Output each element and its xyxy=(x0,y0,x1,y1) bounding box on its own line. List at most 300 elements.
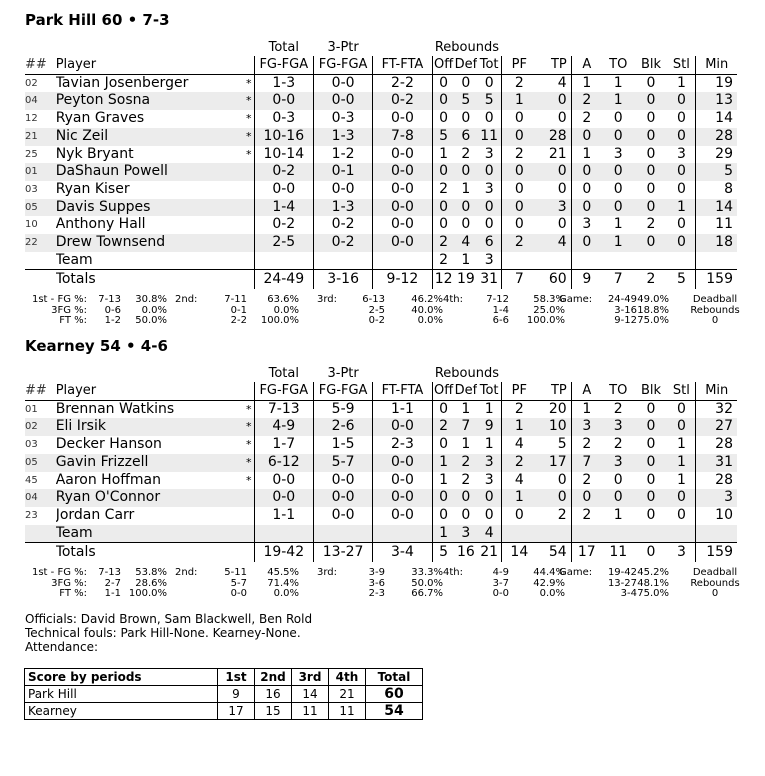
stat-pf: 2 xyxy=(502,146,537,164)
stat-min: 18 xyxy=(696,234,737,252)
blank-cell xyxy=(244,543,254,563)
header-stl: Stl xyxy=(667,382,696,400)
stat-pf: 0 xyxy=(502,199,537,217)
stat-pf: 0 xyxy=(502,181,537,199)
header-3pt: FG-FGA xyxy=(313,56,372,74)
stat-tot: 3 xyxy=(484,251,494,268)
stat-off: 0 xyxy=(432,163,455,181)
total-tp3: 13-27 xyxy=(313,543,372,563)
player-name: Team xyxy=(56,525,244,543)
header-fg: FG-FGA xyxy=(254,382,313,400)
stat-blk: 0 xyxy=(646,506,656,523)
stat-tp3: 0-0 xyxy=(313,92,372,110)
score-period: 17 xyxy=(218,703,255,720)
stat-tp: 0 xyxy=(557,180,567,197)
starter-mark xyxy=(244,216,254,234)
score-header-1st: 1st xyxy=(218,669,255,686)
stat-pf xyxy=(502,252,537,270)
stat-tp3: 0-0 xyxy=(313,472,372,490)
stat-stl: 3 xyxy=(676,145,686,162)
stat-ft xyxy=(373,525,432,543)
stat-ft: 0-0 xyxy=(373,181,432,199)
stat-ft: 0-0 xyxy=(373,199,432,217)
score-total: 60 xyxy=(366,686,423,703)
total-def: 16 xyxy=(455,543,478,563)
group-header-row xyxy=(25,366,737,382)
header-pf: PF xyxy=(502,56,537,74)
blank-cell xyxy=(244,382,254,400)
stat-pf: 2 xyxy=(502,454,537,472)
starter-mark xyxy=(244,199,254,217)
stat-a: 2 xyxy=(571,92,602,110)
stat-tot: 0 xyxy=(477,163,502,181)
stat-to: 0 xyxy=(613,471,623,488)
blank-cell xyxy=(635,366,668,382)
player-name: Team xyxy=(55,251,93,268)
starter-mark: * xyxy=(246,402,252,416)
stat-min: 5 xyxy=(696,163,737,181)
stat-tot: 1 xyxy=(484,400,494,417)
starter-mark: * xyxy=(244,92,254,110)
stat-a: 0 xyxy=(571,489,602,507)
stat-pf: 2 xyxy=(502,74,537,92)
score-header-label: Score by periods xyxy=(25,669,218,686)
stat-tp: 4 xyxy=(536,234,571,252)
player-name: Davis Suppes xyxy=(56,199,244,217)
pct-2nd-pct: 45.5% 71.4% 0.0% xyxy=(267,567,299,600)
stat-fg: 0-0 xyxy=(254,181,313,199)
group-total-label: Total xyxy=(268,40,299,55)
stat-off: 0 xyxy=(432,74,455,92)
player-name: Tavian Josenberger xyxy=(55,74,189,91)
stat-blk: 0 xyxy=(635,234,668,252)
stat-pf: 0 xyxy=(502,507,537,525)
stat-def: 5 xyxy=(455,92,478,110)
stat-tp: 3 xyxy=(536,199,571,217)
blank-cell xyxy=(536,40,571,56)
officials-text: Officials: David Brown, Sam Blackwell, Ben Rold xyxy=(25,612,313,626)
box-score-table xyxy=(25,40,737,289)
header-a: A xyxy=(571,382,602,400)
score-period: 21 xyxy=(329,686,366,703)
player-number: 22 xyxy=(25,234,56,252)
stat-min: 29 xyxy=(696,146,737,164)
header-to: TO xyxy=(602,382,635,400)
stat-tp xyxy=(536,252,571,270)
pct-1st-pct: 53.8% 28.6% 100.0% xyxy=(128,567,167,600)
stat-def: 2 xyxy=(461,471,471,488)
group-rebounds-label: Rebounds xyxy=(434,40,499,55)
stat-off: 2 xyxy=(432,418,455,436)
blank-cell xyxy=(25,366,56,382)
stat-min: 28 xyxy=(696,472,737,490)
total-tp: 54 xyxy=(536,543,571,563)
player-number: 01 xyxy=(25,403,38,415)
pct-4th-pct: 58.3% 25.0% 100.0% xyxy=(526,294,565,327)
pct-labels: 1st - FG %: 3FG %: FT %: xyxy=(31,294,87,327)
player-row xyxy=(25,507,737,525)
pct-1st-made: 7-13 0-6 1-2 xyxy=(98,294,121,327)
stat-off: 0 xyxy=(432,216,455,234)
stat-def: 0 xyxy=(461,74,471,91)
stat-to: 0 xyxy=(602,489,635,507)
stat-fg: 10-14 xyxy=(254,146,313,164)
stat-fg: 1-4 xyxy=(254,199,313,217)
total-blk: 0 xyxy=(635,543,668,563)
total-min: 159 xyxy=(696,270,737,290)
stat-pf: 0 xyxy=(502,163,537,181)
player-row xyxy=(25,163,737,181)
stat-a: 2 xyxy=(571,507,602,525)
starter-mark xyxy=(244,252,254,270)
total-a: 9 xyxy=(571,270,602,290)
stat-a: 1 xyxy=(571,400,602,418)
player-row xyxy=(25,252,737,270)
totals-row xyxy=(25,543,737,563)
stat-off: 0 xyxy=(432,489,455,507)
player-name: Decker Hanson xyxy=(55,436,162,453)
pct-4th-made: 4-9 3-7 0-0 xyxy=(492,567,509,600)
stat-tot: 0 xyxy=(477,199,502,217)
stat-ft: 7-8 xyxy=(373,128,432,146)
stat-a: 1 xyxy=(571,146,602,164)
game-info xyxy=(25,612,312,654)
stat-min: 14 xyxy=(696,199,737,217)
stat-a: 1 xyxy=(571,74,602,92)
header-off: Off xyxy=(432,56,455,74)
player-number xyxy=(25,252,56,270)
stat-tot: 3 xyxy=(477,454,502,472)
stat-tp3: 5-7 xyxy=(313,454,372,472)
stat-ft: 2-2 xyxy=(373,74,432,92)
player-number: 04 xyxy=(25,489,56,507)
stat-fg xyxy=(254,525,313,543)
total-tot: 21 xyxy=(477,543,502,563)
stat-fg: 0-0 xyxy=(254,489,313,507)
player-row xyxy=(25,472,737,490)
header-number: ## xyxy=(25,56,56,74)
totals-row xyxy=(25,270,737,290)
pct-2nd-label: 2nd: xyxy=(175,567,198,579)
team-title: Kearney 54 • 4-6 xyxy=(25,337,168,355)
stat-tp: 10 xyxy=(536,418,571,436)
stat-off: 2 xyxy=(432,181,455,199)
blank-cell xyxy=(244,40,254,56)
stat-ft xyxy=(373,252,432,270)
player-number: 10 xyxy=(25,219,38,231)
stat-a xyxy=(571,252,602,270)
stat-off: 5 xyxy=(432,128,455,146)
stat-blk: 0 xyxy=(635,128,668,146)
player-name: Nyk Bryant xyxy=(55,145,134,162)
score-team: Kearney xyxy=(25,703,218,720)
total-a: 17 xyxy=(571,543,602,563)
stat-off: 0 xyxy=(432,436,455,454)
player-row xyxy=(25,146,737,164)
stat-to: 1 xyxy=(613,216,623,233)
stat-to: 3 xyxy=(602,418,635,436)
player-name: Peyton Sosna xyxy=(56,92,244,110)
player-number: 05 xyxy=(25,454,56,472)
stat-tot: 0 xyxy=(477,489,502,507)
stat-tot: 9 xyxy=(477,418,502,436)
stat-to: 3 xyxy=(602,454,635,472)
player-name: Gavin Frizzell xyxy=(56,454,244,472)
header-to: TO xyxy=(602,56,635,74)
starter-mark xyxy=(244,181,254,199)
stat-stl: 0 xyxy=(667,489,696,507)
total-fg: 19-42 xyxy=(254,543,313,563)
stat-pf: 2 xyxy=(502,234,537,252)
stat-pf: 0 xyxy=(502,110,537,128)
technicals-text: Technical fouls: Park Hill-None. Kearney-None. xyxy=(25,626,301,640)
total-pf: 14 xyxy=(502,543,537,563)
stat-def: 0 xyxy=(461,110,471,127)
total-def: 19 xyxy=(455,270,478,290)
pct-game-label: Game: xyxy=(559,294,593,306)
total-off: 12 xyxy=(432,270,455,290)
pct-3rd-pct: 46.2% 40.0% 0.0% xyxy=(411,294,443,327)
stat-min: 10 xyxy=(696,507,737,525)
blank-cell xyxy=(667,40,696,56)
stat-ft: 0-0 xyxy=(373,418,432,436)
stat-tot: 0 xyxy=(484,506,494,523)
pct-1st-made: 7-13 2-7 1-1 xyxy=(98,567,121,600)
player-number: 01 xyxy=(25,163,56,181)
pct-game-label: Game: xyxy=(559,567,593,579)
group-rebounds-label: Rebounds xyxy=(434,366,499,381)
stat-min xyxy=(696,252,737,270)
pct-game-made: 19-42 13-27 3-4 xyxy=(607,567,637,600)
stat-tot: 0 xyxy=(484,110,494,127)
deadball-rebounds: Deadball Rebounds 0 xyxy=(690,567,740,600)
stat-tot: 3 xyxy=(484,471,494,488)
stat-tp3: 0-3 xyxy=(313,110,372,128)
stat-to: 0 xyxy=(613,110,623,127)
blank-cell xyxy=(25,270,56,290)
blank-cell xyxy=(696,366,737,382)
stat-ft: 1-1 xyxy=(373,400,432,418)
total-stl: 5 xyxy=(667,270,696,290)
stat-fg: 2-5 xyxy=(254,234,313,252)
stat-tp3: 0-1 xyxy=(313,163,372,181)
stat-min: 19 xyxy=(696,74,737,92)
stat-tp3: 1-2 xyxy=(313,146,372,164)
stat-tp3: 1-3 xyxy=(313,128,372,146)
stat-ft: 0-0 xyxy=(373,163,432,181)
stat-to: 0 xyxy=(602,163,635,181)
total-pf: 7 xyxy=(502,270,537,290)
player-row xyxy=(25,234,737,252)
blank-cell xyxy=(373,366,432,382)
stat-to: 3 xyxy=(613,145,623,162)
stat-blk: 0 xyxy=(646,74,656,91)
score-team: Park Hill xyxy=(25,686,218,703)
stat-tot: 3 xyxy=(484,145,494,162)
stat-off: 1 xyxy=(432,454,455,472)
stat-tp3: 0-0 xyxy=(313,489,372,507)
stat-off: 0 xyxy=(432,199,455,217)
stat-fg xyxy=(254,252,313,270)
stat-ft: 0-0 xyxy=(373,507,432,525)
starter-mark xyxy=(244,163,254,181)
player-name: Nic Zeil xyxy=(56,128,244,146)
stat-off: 0 xyxy=(432,110,455,128)
player-name: Eli Irsik xyxy=(56,418,244,436)
stat-min: 11 xyxy=(696,216,737,234)
starter-mark: * xyxy=(244,128,254,146)
score-total: 54 xyxy=(366,703,423,720)
player-number xyxy=(25,525,56,543)
stat-off: 0 xyxy=(432,400,455,418)
stat-pf: 0 xyxy=(502,128,537,146)
stat-tp3: 1-5 xyxy=(313,436,372,454)
player-name: Anthony Hall xyxy=(55,216,146,233)
blank-cell xyxy=(56,366,244,382)
player-number: 23 xyxy=(25,509,38,521)
header-player: Player xyxy=(56,382,244,400)
stat-ft: 0-0 xyxy=(373,216,432,234)
stat-fg: 4-9 xyxy=(254,418,313,436)
blank-cell xyxy=(502,40,537,56)
stat-pf: 1 xyxy=(502,418,537,436)
blank-cell xyxy=(635,40,668,56)
stat-pf: 0 xyxy=(502,216,537,234)
column-header-row xyxy=(25,382,737,400)
stat-min: 28 xyxy=(696,436,737,454)
score-header-4th: 4th xyxy=(329,669,366,686)
stat-to: 0 xyxy=(613,180,623,197)
stat-def: 1 xyxy=(461,436,471,453)
player-number: 25 xyxy=(25,148,38,160)
stat-to: 2 xyxy=(613,436,623,453)
stat-off: 1 xyxy=(432,146,455,164)
stat-stl: 1 xyxy=(667,199,696,217)
header-stl: Stl xyxy=(667,56,696,74)
stat-off: 2 xyxy=(432,252,455,270)
player-name: Ryan Graves xyxy=(55,110,145,127)
stat-fg: 0-2 xyxy=(254,216,313,234)
player-name: DaShaun Powell xyxy=(56,163,244,181)
stat-stl: 0 xyxy=(676,216,686,233)
stat-pf: 4 xyxy=(502,472,537,490)
stat-min: 14 xyxy=(696,110,737,128)
stat-stl: 1 xyxy=(667,454,696,472)
header-number: ## xyxy=(25,382,56,400)
stat-tot: 5 xyxy=(477,92,502,110)
stat-def: 0 xyxy=(461,216,471,233)
stat-a: 0 xyxy=(571,199,602,217)
total-to: 11 xyxy=(602,543,635,563)
pct-4th-pct: 44.4% 42.9% 0.0% xyxy=(533,567,565,600)
stat-fg: 0-0 xyxy=(254,472,313,490)
header-ft: FT-FTA xyxy=(373,56,432,74)
stat-blk: 0 xyxy=(646,400,656,417)
pct-game-pct: 49.0% 18.8% 75.0% xyxy=(637,294,669,327)
blank-cell xyxy=(696,40,737,56)
stat-to: 1 xyxy=(613,506,623,523)
starter-mark: * xyxy=(246,147,252,161)
stat-blk: 0 xyxy=(646,471,656,488)
pct-3rd-made: 3-9 3-6 2-3 xyxy=(368,567,385,600)
stat-min: 3 xyxy=(696,489,737,507)
stat-tp3: 1-3 xyxy=(313,199,372,217)
stat-a: 2 xyxy=(571,110,602,128)
stat-min: 8 xyxy=(696,181,737,199)
score-row-kearney xyxy=(25,703,423,720)
stat-def: 2 xyxy=(461,145,471,162)
header-min: Min xyxy=(696,56,737,74)
stat-tot: 3 xyxy=(484,180,494,197)
stat-tp: 20 xyxy=(548,400,567,417)
score-by-periods-table xyxy=(24,668,423,720)
stat-stl: 1 xyxy=(676,436,686,453)
stat-stl: 1 xyxy=(676,471,686,488)
stat-off: 0 xyxy=(432,92,455,110)
stat-stl: 0 xyxy=(667,234,696,252)
player-row xyxy=(25,128,737,146)
stat-blk: 0 xyxy=(635,199,668,217)
pct-1st-pct: 30.8% 0.0% 50.0% xyxy=(135,294,167,327)
stat-tot: 0 xyxy=(484,216,494,233)
stat-min: 32 xyxy=(696,400,737,418)
pct-2nd-made: 5-11 5-7 0-0 xyxy=(224,567,247,600)
deadball-rebounds: Deadball Rebounds 0 xyxy=(690,294,740,327)
stat-a: 0 xyxy=(571,234,602,252)
header-3pt: FG-FGA xyxy=(313,382,372,400)
stat-def: 4 xyxy=(455,234,478,252)
total-ft: 9-12 xyxy=(373,270,432,290)
stat-def: 1 xyxy=(461,400,471,417)
player-number: 05 xyxy=(25,199,56,217)
stat-blk: 0 xyxy=(635,418,668,436)
stat-tp: 0 xyxy=(536,163,571,181)
stat-a: 3 xyxy=(571,216,602,234)
stat-blk: 0 xyxy=(646,180,656,197)
team-title: Park Hill 60 • 7-3 xyxy=(25,11,170,29)
stat-blk: 0 xyxy=(635,163,668,181)
header-a: A xyxy=(571,56,602,74)
stat-tp3 xyxy=(313,252,372,270)
stat-tp3: 0-2 xyxy=(313,216,372,234)
group-3ptr-label: 3-Ptr xyxy=(327,40,359,55)
stat-blk: 2 xyxy=(646,216,656,233)
stat-stl: 0 xyxy=(676,506,686,523)
stat-fg: 7-13 xyxy=(254,400,313,418)
stat-a: 0 xyxy=(571,128,602,146)
stat-tp: 17 xyxy=(536,454,571,472)
stat-a: 2 xyxy=(571,436,602,454)
player-row xyxy=(25,454,737,472)
stat-fg: 0-2 xyxy=(254,163,313,181)
stat-tot: 11 xyxy=(477,128,502,146)
total-ft: 3-4 xyxy=(373,543,432,563)
stat-stl xyxy=(667,525,696,543)
starter-mark: * xyxy=(246,473,252,487)
stat-ft: 2-3 xyxy=(373,436,432,454)
stat-fg: 1-3 xyxy=(254,74,313,92)
group-header-row xyxy=(25,40,737,56)
blank-cell xyxy=(25,40,56,56)
stat-min: 28 xyxy=(696,128,737,146)
player-row xyxy=(25,216,737,234)
player-row xyxy=(25,181,737,199)
pct-labels: 1st - FG %: 3FG %: FT %: xyxy=(31,567,87,600)
score-period: 11 xyxy=(292,703,329,720)
stat-min: 27 xyxy=(696,418,737,436)
score-period: 16 xyxy=(255,686,292,703)
total-min: 159 xyxy=(696,543,737,563)
